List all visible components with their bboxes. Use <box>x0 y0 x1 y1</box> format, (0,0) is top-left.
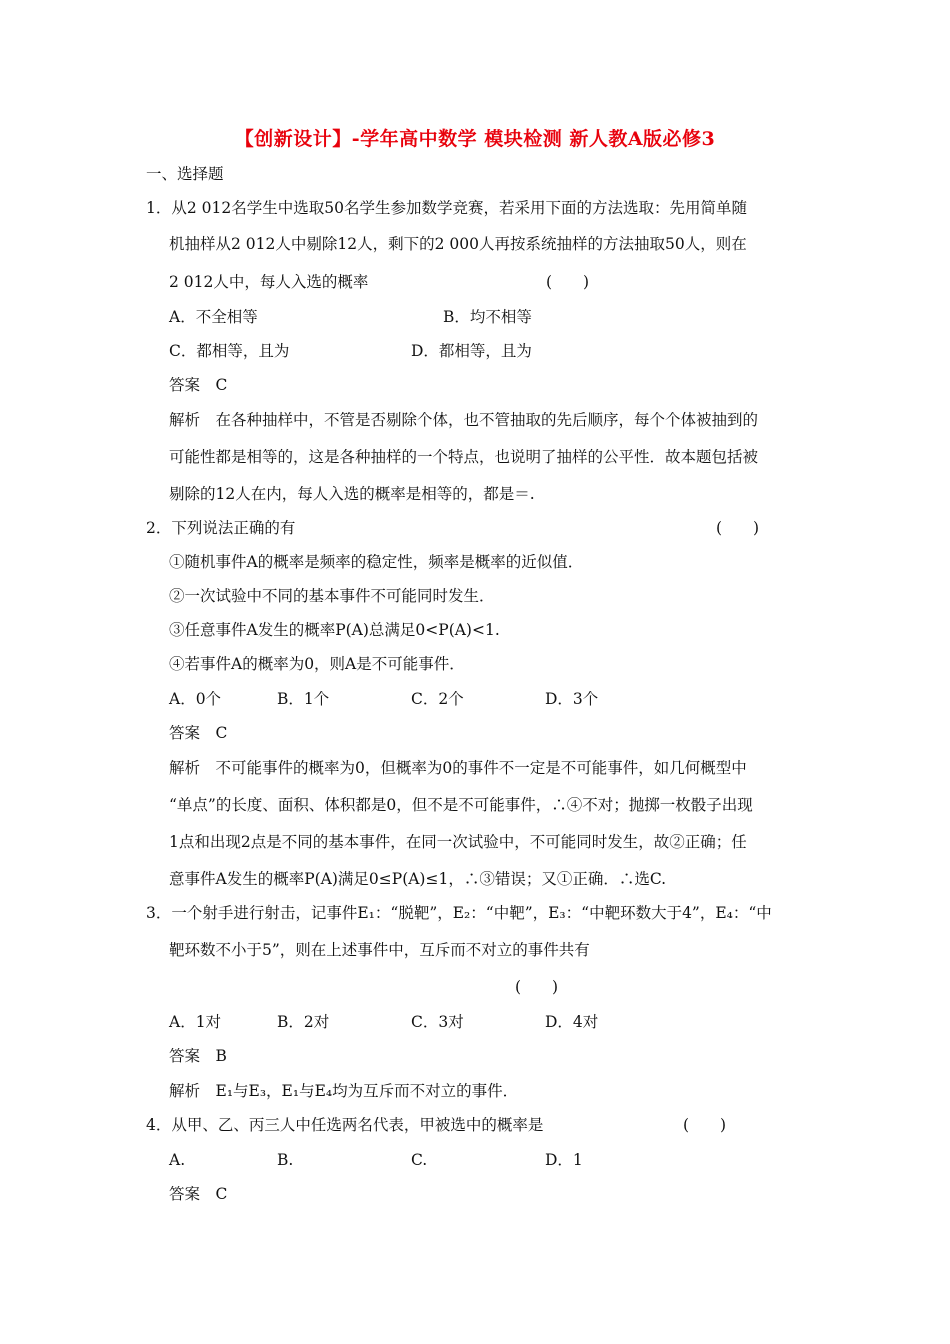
q2-explanation-4: 意事件A发生的概率P(A)满足0≤P(A)≤1，∴③错误；又①正确．∴选C. <box>169 870 667 888</box>
q1-explanation-2: 可能性都是相等的，这是各种抽样的一个特点，也说明了抽样的公平性．故本题包括被 <box>169 448 759 466</box>
q1-explanation-1: 解析 在各种抽样中，不管是否剔除个体，也不管抽取的先后顺序，每个个体被抽到的 <box>169 411 759 429</box>
q3-option-c: C．3对 <box>411 1013 464 1031</box>
section-heading: 一、选择题 <box>146 165 224 183</box>
q1-line2: 机抽样从2 012人中剔除12人，剩下的2 000人再按系统抽样的方法抽取50人，则在 <box>169 235 747 253</box>
q1-explanation-3: 剔除的12人在内，每人入选的概率是相等的，都是＝. <box>169 485 535 503</box>
q2-line1: 2．下列说法正确的有 <box>146 519 296 537</box>
q4-line1: 4．从甲、乙、丙三人中任选两名代表，甲被选中的概率是 <box>146 1116 544 1134</box>
q4-option-a: A. <box>169 1151 186 1169</box>
q4-option-c: C. <box>411 1151 428 1169</box>
q1-option-c: C．都相等，且为 <box>169 342 290 360</box>
q1-option-b: B．均不相等 <box>443 308 532 326</box>
q2-explanation-2: “单点”的长度、面积、体积都是0，但不是不可能事件，∴④不对；抛掷一枚骰子出现 <box>169 796 753 814</box>
q2-statement-2: ②一次试验中不同的基本事件不可能同时发生． <box>169 587 495 605</box>
q2-explanation-3: 1点和出现2点是不同的基本事件，在同一次试验中，不可能同时发生，故②正确；任 <box>169 833 747 851</box>
q2-option-b: B．1个 <box>277 690 330 708</box>
q1-line3: 2 012人中，每人入选的概率 <box>169 273 369 291</box>
q4-option-b: B. <box>277 1151 294 1169</box>
q3-explanation-1: 解析 E₁与E₃，E₁与E₄均为互斥而不对立的事件． <box>169 1082 519 1100</box>
q2-option-d: D．3个 <box>545 690 599 708</box>
q2-explanation-1: 解析 不可能事件的概率为0，但概率为0的事件不一定是不可能事件，如几何概型中 <box>169 759 747 777</box>
q2-option-c: C．2个 <box>411 690 464 708</box>
q1-answer-paren: ( ) <box>546 273 590 291</box>
q1-option-d: D．都相等，且为 <box>411 342 532 360</box>
q2-statement-3: ③任意事件A发生的概率P(A)总满足0<P(A)<1. <box>169 621 500 639</box>
q2-statement-4: ④若事件A的概率为0，则A是不可能事件． <box>169 655 465 673</box>
document-title: 【创新设计】-学年高中数学 模块检测 新人教A版必修3 <box>234 128 716 150</box>
q3-answer: 答案 B <box>169 1047 227 1065</box>
q3-option-a: A．1对 <box>169 1013 222 1031</box>
q1-answer: 答案 C <box>169 376 228 394</box>
q2-answer: 答案 C <box>169 724 228 742</box>
q2-option-a: A．0个 <box>169 690 222 708</box>
q1-line1: 1．从2 012名学生中选取50名学生参加数学竞赛，若采用下面的方法选取：先用简单随 <box>146 199 747 217</box>
q3-line2: 靶环数不小于5”，则在上述事件中，互斥而不对立的事件共有 <box>169 941 590 959</box>
q2-answer-paren: ( ) <box>716 519 760 537</box>
q4-option-d: D．1 <box>545 1151 583 1169</box>
q4-answer-paren: ( ) <box>683 1116 727 1134</box>
q2-statement-1: ①随机事件A的概率是频率的稳定性，频率是概率的近似值． <box>169 553 584 571</box>
q3-option-b: B．2对 <box>277 1013 330 1031</box>
q3-option-d: D．4对 <box>545 1013 599 1031</box>
q1-option-a: A．不全相等 <box>169 308 258 326</box>
q3-answer-paren: ( ) <box>515 978 559 996</box>
q4-answer: 答案 C <box>169 1185 228 1203</box>
q3-line1: 3．一个射手进行射击，记事件E₁：“脱靶”，E₂：“中靶”，E₃：“中靶环数大于4”，E₄：“中 <box>146 904 772 922</box>
